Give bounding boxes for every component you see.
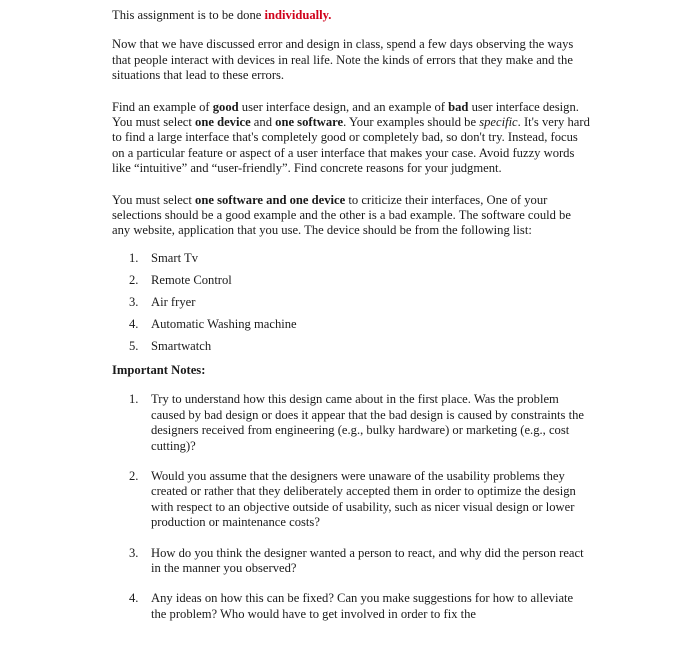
list-item-text: Smartwatch xyxy=(151,338,212,353)
list-item xyxy=(129,295,590,317)
text-run: . Your examples should be xyxy=(343,115,480,130)
document-content xyxy=(112,8,590,637)
list-number: 4. xyxy=(129,316,139,331)
list-number: 5. xyxy=(129,338,139,353)
bold-run: good xyxy=(212,99,239,114)
list-item xyxy=(129,392,590,454)
list-number: 4. xyxy=(129,591,139,606)
paragraph-examples xyxy=(112,100,590,177)
list-item-text: Remote Control xyxy=(151,272,232,287)
list-item-text: Automatic Washing machine xyxy=(151,316,297,331)
bold-run: bad xyxy=(448,99,469,114)
list-item-text: Any ideas on how this can be fixed? Can you make suggestions for how to alleviate the problem? Who would have to get involved in order to fix the xyxy=(151,591,574,621)
notes-list xyxy=(129,392,590,622)
list-item xyxy=(129,251,590,273)
list-number: 3. xyxy=(129,294,139,309)
text-run: to criticize their interfaces, One of your selections should be a good example and the other is a bad example. The software could be any website, application that you use. The device should be from the following list: xyxy=(112,192,571,238)
list-item xyxy=(129,273,590,295)
text-run: You must select xyxy=(112,192,196,207)
list-item-text: How do you think the designer wanted a person to react, and why did the person react in the manner you observed? xyxy=(151,545,584,575)
list-item-text: Air fryer xyxy=(151,294,196,309)
list-number: 3. xyxy=(129,545,139,560)
list-item xyxy=(129,469,590,531)
list-item-text: Would you assume that the designers were unaware of the usability problems they created or rather that they deliberately accepted them in order to optimize the design with respect to an objective outside of usability, such as nicer visual design or lower production or maintenance costs? xyxy=(151,468,576,530)
italic-run: specific xyxy=(479,115,518,130)
list-item xyxy=(129,546,590,577)
paragraph-observe: Now that we have discussed error and design in class, spend a few days observing the ways that people interact with devices in real life. Note the kinds of errors that they make and the situations that lead to these errors. xyxy=(112,37,574,83)
text-run: . It's very hard to find a large interface that's completely good or completely bad, so don't try. Instead, focus on a particular feature or aspect of a user interface that makes your case. Avoid fuzzy words like “intuitive” and “user-friendly”. Find concrete reasons for your judgment. xyxy=(112,115,590,176)
list-item xyxy=(129,339,590,361)
notes-heading: Important Notes: xyxy=(112,362,206,377)
list-item-text: Smart Tv xyxy=(151,250,198,265)
intro-text: This assignment is to be done xyxy=(112,8,265,22)
text-run: user interface design, and an example of xyxy=(238,99,449,114)
list-item xyxy=(129,317,590,339)
intro-line xyxy=(112,8,590,23)
text-run: user interface design. You must select xyxy=(112,99,579,130)
list-item-text: Try to understand how this design came about in the first place. Was the problem caused by bad design or does it appear that the bad design is caused by constraints the designers received from engineering (e.g., bulky hardware) or marketing (e.g., cost cutting)? xyxy=(151,392,584,453)
intro-emphasis: individually. xyxy=(264,8,332,22)
text-run: Find an example of xyxy=(112,99,213,114)
bold-run: one software xyxy=(275,115,344,130)
device-list xyxy=(129,251,590,361)
list-number: 1. xyxy=(129,392,139,407)
paragraph-selection xyxy=(112,193,590,239)
text-run: and xyxy=(250,115,276,130)
bold-run: one software and one device xyxy=(195,192,346,207)
bold-run: one device xyxy=(195,115,251,130)
list-item xyxy=(129,591,590,622)
list-number: 2. xyxy=(129,468,139,483)
list-number: 1. xyxy=(129,250,139,265)
list-number: 2. xyxy=(129,272,139,287)
